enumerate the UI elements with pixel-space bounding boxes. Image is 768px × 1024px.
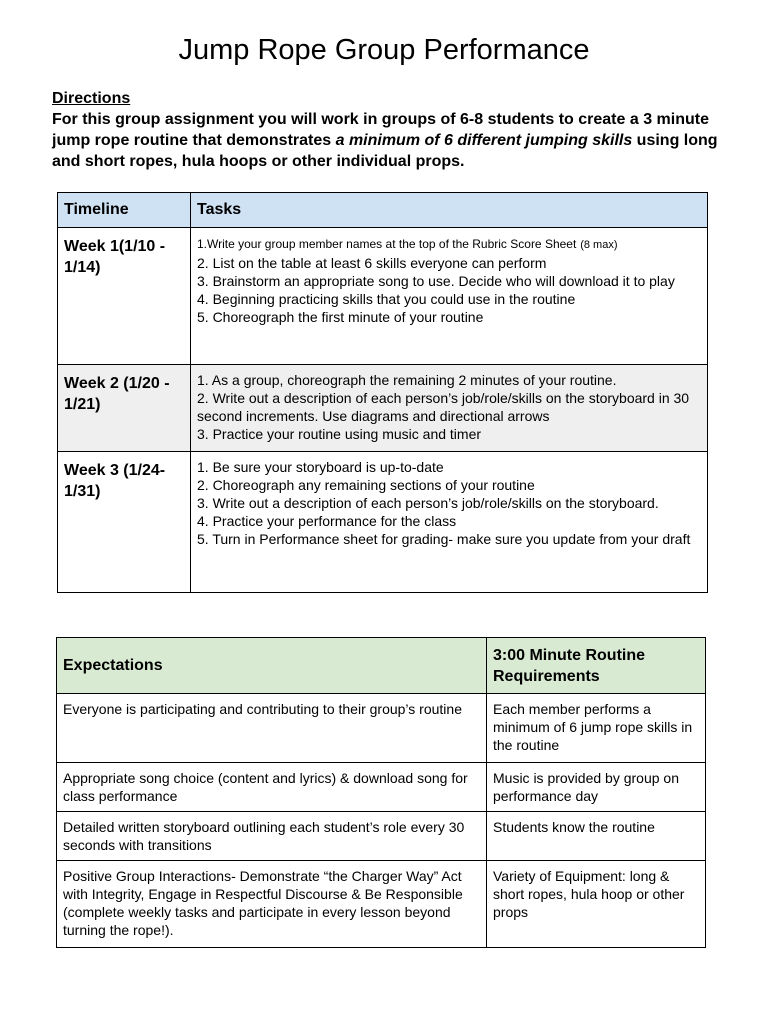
task-item: 3. Brainstorm an appropriate song to use. Decide who will download it to play (197, 273, 675, 289)
requirement-cell: Variety of Equipment: long & short ropes, hula hoop or other props (487, 861, 706, 948)
page-title: Jump Rope Group Performance (178, 34, 590, 66)
week-label: Week 3 (1/24-1/31) (58, 452, 191, 593)
expectation-cell: Everyone is participating and contributing to their group’s routine (57, 694, 487, 763)
directions-section (52, 88, 722, 172)
table-row (57, 694, 706, 763)
task-item: 4. Practice your performance for the class (197, 513, 457, 529)
directions-heading: Directions (52, 90, 131, 107)
expectation-cell: Detailed written storyboard outlining each student’s role every 30 seconds with transitions (57, 812, 487, 861)
directions-text: For this group assignment you will work in groups of 6-8 students to create a 3 minute jump rope routine that demonstrates (52, 111, 709, 149)
timeline-header: Timeline (58, 193, 191, 228)
table-row (57, 812, 706, 861)
requirement-cell: Each member performs a minimum of 6 jump rope skills in the routine (487, 694, 706, 763)
task-item: 1.Write your group member names at the top of the Rubric Score Sheet (8 max) (197, 237, 618, 251)
table-row (57, 861, 706, 948)
task-item: 4. Beginning practicing skills that you could use in the routine (197, 291, 576, 307)
directions-text-end: using long and short ropes, hula hoops or other individual props. (52, 132, 718, 170)
task-item: 2. List on the table at least 6 skills everyone can perform (197, 255, 547, 271)
table-row (58, 365, 708, 452)
task-list (191, 228, 708, 365)
directions-emphasis: a minimum of 6 different jumping skills (335, 132, 633, 149)
expectation-cell: Positive Group Interactions- Demonstrate “the Charger Way” Act with Integrity, Engage in Respectful Discourse & Be Responsible (complete weekly tasks and participate in every lesson beyond turning the rope!). (57, 861, 487, 948)
task-item: 1. Be sure your storyboard is up-to-date (197, 459, 444, 475)
table-row (58, 452, 708, 593)
week-label: Week 2 (1/20 - 1/21) (58, 365, 191, 452)
task-list (191, 365, 708, 452)
task-item: 5. Choreograph the first minute of your routine (197, 309, 484, 325)
task-item: 3. Write out a description of each person’s job/role/skills on the storyboard. (197, 495, 659, 511)
table-header-row (57, 638, 706, 694)
expectations-header: Expectations (57, 638, 487, 694)
task-item: 5. Turn in Performance sheet for grading- make sure you update from your draft (197, 531, 691, 547)
week-label: Week 1(1/10 - 1/14) (58, 228, 191, 365)
table-row (57, 763, 706, 812)
task-item: 2. Write out a description of each person’s job/role/skills on the storyboard in 30 second increments. Use diagrams and directional arrows (197, 390, 690, 424)
timeline-table (57, 192, 708, 593)
table-header-row (58, 193, 708, 228)
tasks-header: Tasks (191, 193, 708, 228)
task-item: 2. Choreograph any remaining sections of your routine (197, 477, 535, 493)
expectations-table (56, 637, 706, 948)
requirement-cell: Students know the routine (487, 812, 706, 861)
requirement-cell: Music is provided by group on performance day (487, 763, 706, 812)
task-item: 3. Practice your routine using music and timer (197, 426, 482, 442)
task-item: 1. As a group, choreograph the remaining 2 minutes of your routine. (197, 372, 617, 388)
expectation-cell: Appropriate song choice (content and lyrics) & download song for class performance (57, 763, 487, 812)
task-list (191, 452, 708, 593)
table-row (58, 228, 708, 365)
requirements-header: 3:00 Minute Routine Requirements (487, 638, 706, 694)
